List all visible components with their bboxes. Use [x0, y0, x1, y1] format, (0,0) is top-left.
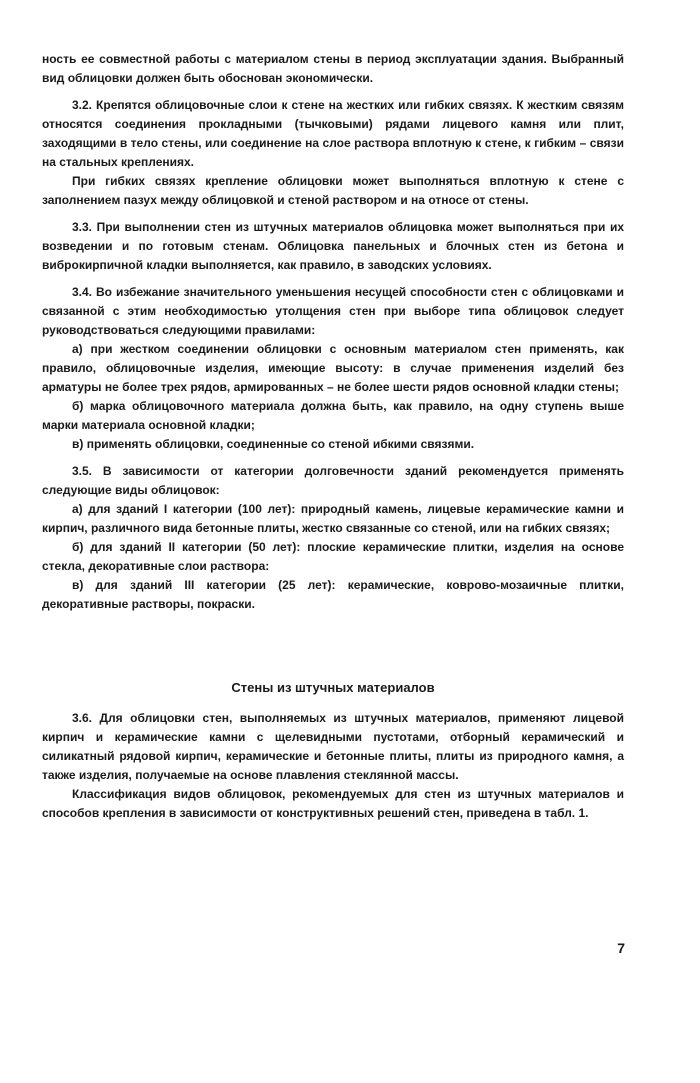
list-item-3-5-a: а) для зданий I категории (100 лет): природный камень, лицевые керамические камни и кирпич, различного вида бетонные плиты, жестко связанные со стеной, или на гибких связях; — [42, 502, 624, 535]
clause-text: Во избежание значительного уменьшения несущей способности стен с облицовками и связанной с этим необходимостью утолщения стен при выборе типа облицовок следует руководствоваться следующими правилами: — [42, 285, 624, 337]
paragraph-3-6 — [42, 709, 624, 785]
paragraph-3-3 — [42, 218, 624, 275]
list-item-3-5-c: в) для зданий III категории (25 лет): керамические, коврово-мозаичные плитки, декоративные растворы, покраски. — [42, 578, 624, 611]
page-number: 7 — [617, 940, 625, 956]
clause-text: Крепятся облицовочные слои к стене на жестких или гибких связях. К жестким связям относятся соединения прокладными (тычковыми) рядами лицевого камня или плит, заходящими в тело стены, или соединение на слое раствора вплотную к стене, к гибким – связи на стальных креплениях. — [42, 98, 624, 169]
list-item-3-4-b: б) марка облицовочного материала должна быть, как правило, на одну ступень выше марки материала основной кладки; — [42, 399, 624, 432]
list-item-3-4-c: в) применять облицовки, соединенные со стеной ибкими связями. — [72, 437, 475, 451]
page-content — [42, 50, 624, 823]
clause-number: 3.5. — [72, 464, 93, 478]
paragraph-3-4 — [42, 283, 624, 340]
section-heading: Стены из штучных материалов — [231, 680, 435, 695]
paragraph-3-2-flexible: При гибких связях крепление облицовки может выполняться вплотную к стене с заполнением пазух между облицовкой и стеной раствором и на относе от стены. — [42, 174, 624, 207]
clause-text: Для облицовки стен, выполняемых из штучных материалов, применяют лицевой кирпич и керамические камни с щелевидными пустотами, отборный керамический и силикатный рядовой кирпич, керамические и бетонные плиты, плиты из природного камня, а также изделия, получаемые на основе плавления стеклянной массы. — [42, 711, 624, 782]
clause-number: 3.2. — [72, 98, 93, 112]
clause-number: 3.3. — [72, 220, 93, 234]
list-item-3-5-b: б) для зданий II категории (50 лет): плоские керамические плитки, изделия на основе стекла, декоративные слои раствора: — [42, 540, 624, 573]
clause-text: При выполнении стен из штучных материалов облицовка может выполняться при их возведении и по готовым стенам. Облицовка панельных и блочных стен из бетона и виброкирпичной кладки выполняется, как правило, в заводских условиях. — [42, 220, 624, 272]
clause-number: 3.6. — [72, 711, 93, 725]
clause-number: 3.4. — [72, 285, 93, 299]
paragraph-intro: ность ее совместной работы с материалом стены в период эксплуатации здания. Выбранный вид облицовки должен быть обоснован экономически. — [42, 52, 624, 85]
list-item-3-4-a: а) при жестком соединении облицовки с основным материалом стен применять, как правило, облицовочные изделия, имеющие высоту: в случае применения изделий без арматуры не более трех рядов, армированных – не более шести рядов основной кладки стены; — [42, 342, 624, 394]
paragraph-3-6-classification: Классификация видов облицовок, рекомендуемых для стен из штучных материалов и способов крепления в зависимости от конструктивных решений стен, приведена в табл. 1. — [42, 787, 624, 820]
clause-text: В зависимости от категории долговечности зданий рекомендуется применять следующие виды облицовок: — [42, 464, 624, 497]
paragraph-3-5 — [42, 462, 624, 500]
paragraph-3-2 — [42, 96, 624, 172]
